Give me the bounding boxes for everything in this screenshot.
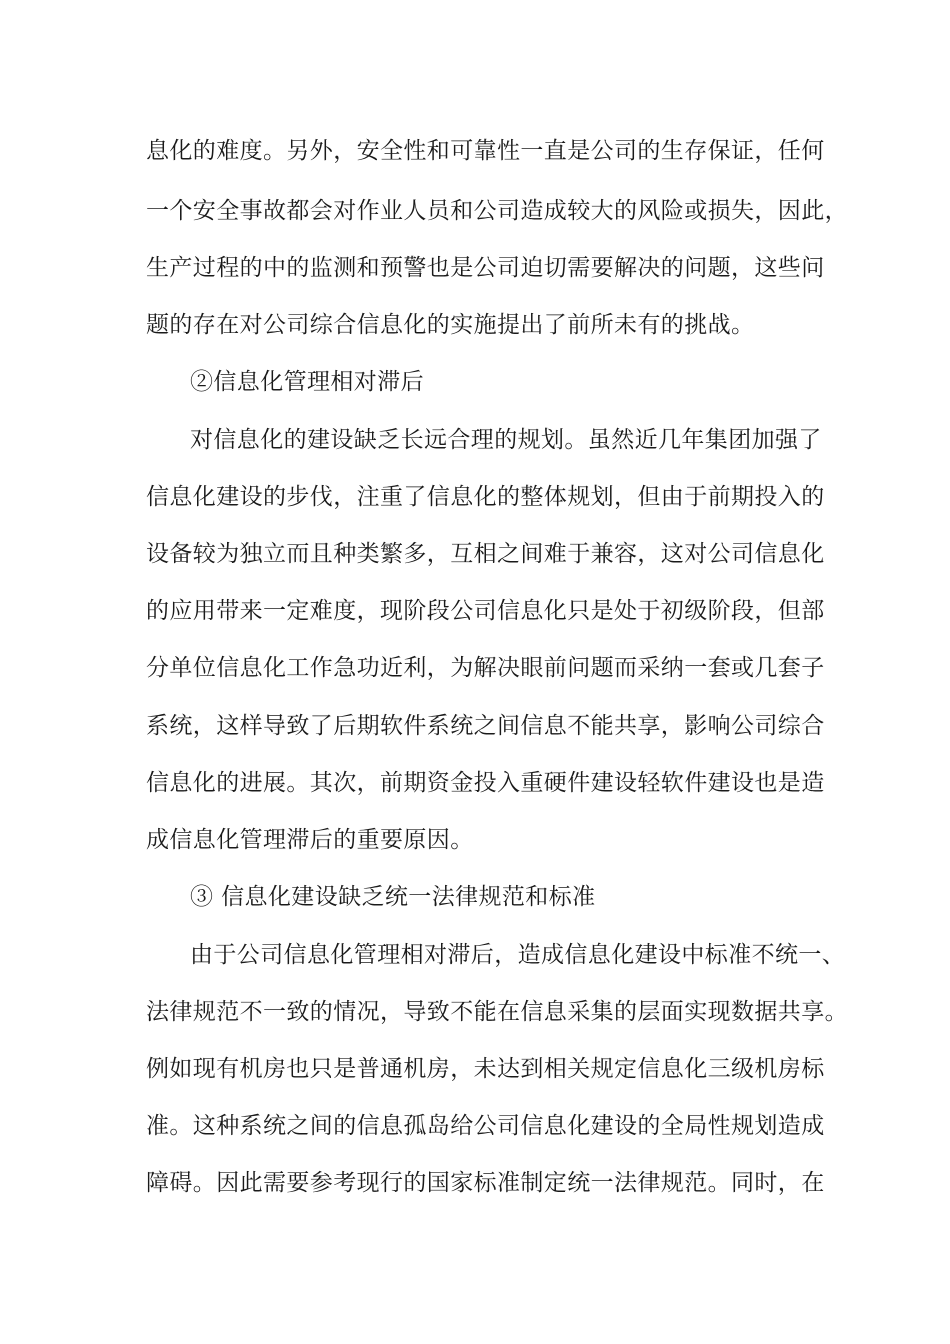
text-line: 准。这种系统之间的信息孤岛给公司信息化建设的全局性规划造成 <box>146 1113 825 1139</box>
text-line: 信息化的进展。其次，前期资金投入重硬件建设轻软件建设也是造 <box>146 770 825 796</box>
text-line: 的应用带来一定难度，现阶段公司信息化只是处于初级阶段，但部 <box>146 598 825 624</box>
text-line: 生产过程的中的监测和预警也是公司迫切需要解决的问题，这些问 <box>146 255 825 281</box>
text-line: 例如现有机房也只是普通机房，未达到相关规定信息化三级机房标 <box>146 1056 825 1082</box>
text-line: 由于公司信息化管理相对滞后，造成信息化建设中标准不统一、 <box>190 942 846 968</box>
text-line: 对信息化的建设缺乏长远合理的规划。虽然近几年集团加强了 <box>190 427 822 453</box>
text-line: 系统，这样导致了后期软件系统之间信息不能共享，影响公司综合 <box>146 713 825 739</box>
section-heading: ③ 信息化建设缺乏统一法律规范和标准 <box>190 884 596 910</box>
text-line: 分单位信息化工作急功近利，为解决眼前问题而采纳一套或几套子 <box>146 655 825 681</box>
text-line: 题的存在对公司综合信息化的实施提出了前所未有的挑战。 <box>146 312 755 338</box>
text-line: 法律规范不一致的情况，导致不能在信息采集的层面实现数据共享。 <box>146 999 848 1025</box>
text-line: 信息化建设的步伐，注重了信息化的整体规划，但由于前期投入的 <box>146 484 825 510</box>
section-heading: ②信息化管理相对滞后 <box>190 369 424 395</box>
text-line: 障碍。因此需要参考现行的国家标准制定统一法律规范。同时，在 <box>146 1170 825 1196</box>
text-line: 一个安全事故都会对作业人员和公司造成较大的风险或损失，因此， <box>146 198 848 224</box>
text-line: 息化的难度。另外，安全性和可靠性一直是公司的生存保证，任何 <box>146 138 825 164</box>
text-line: 成信息化管理滞后的重要原因。 <box>146 827 474 853</box>
text-line: 设备较为独立而且种类繁多，互相之间难于兼容，这对公司信息化 <box>146 541 825 567</box>
